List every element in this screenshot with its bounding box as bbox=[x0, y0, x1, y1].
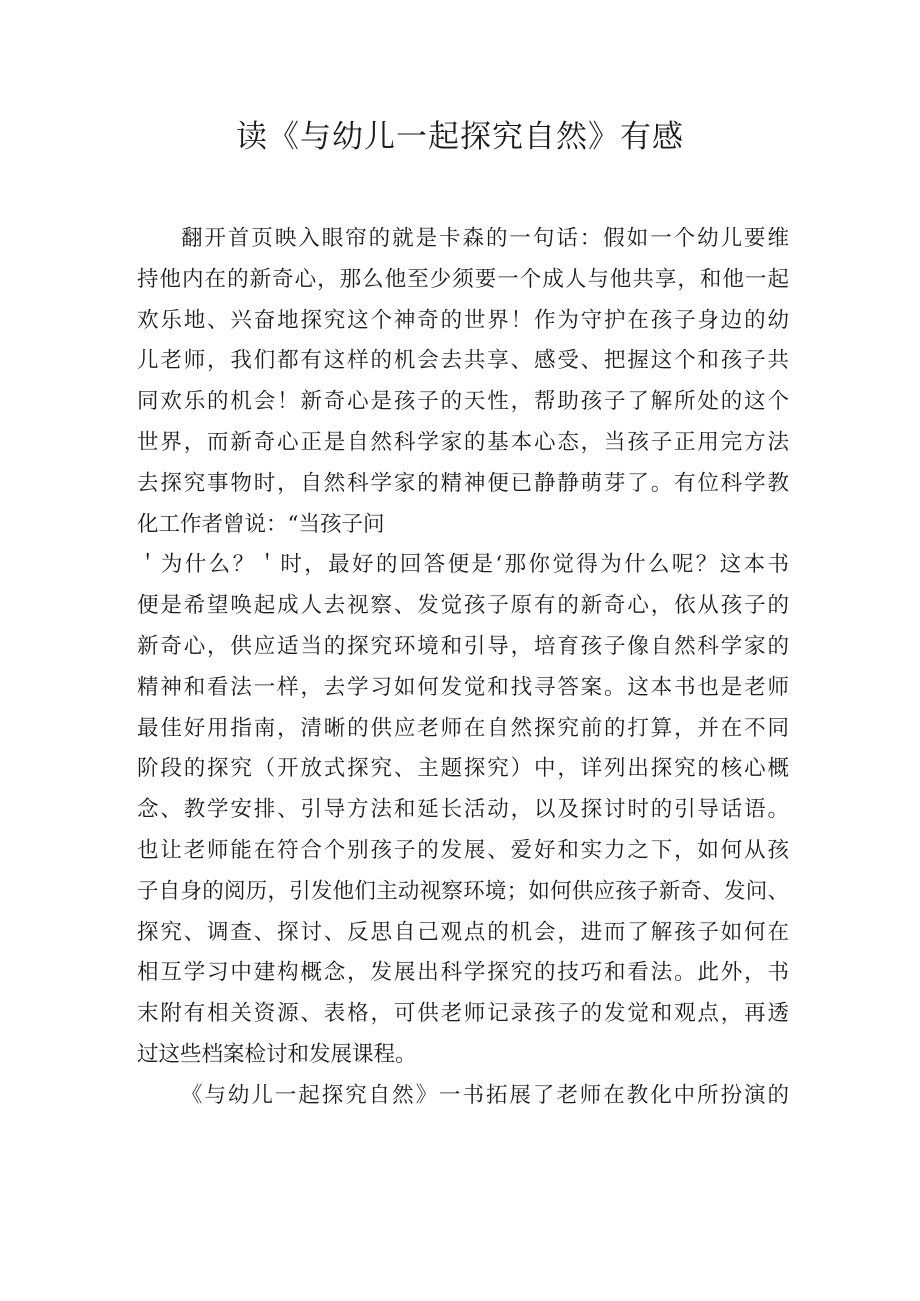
document-body bbox=[137, 219, 789, 1117]
paragraph-line: 阶段的探究（开放式探究、主题探究）中，详列出探究的核心概 bbox=[137, 756, 789, 782]
paragraph-line: 末附有相关资源、表格，可供老师记录孩子的发觉和观点，再透 bbox=[137, 1001, 789, 1027]
paragraph-line: 儿老师，我们都有这样的机会去共享、感受、把握这个和孩子共 bbox=[137, 348, 789, 374]
paragraph-line: 相互学习中建构概念，发展出科学探究的技巧和看法。此外，书 bbox=[137, 960, 789, 986]
document-title: 读《与幼儿一起探究自然》有感 bbox=[236, 119, 684, 155]
paragraph-line: ＇为什么？＇时，最好的回答便是‘那你觉得为什么呢？这本书 bbox=[137, 552, 789, 578]
paragraph-line: 去探究事物时，自然科学家的精神便已静静萌芽了。有位科学教 bbox=[137, 470, 789, 496]
paragraph-line: 世界，而新奇心正是自然科学家的基本心态，当孩子正用完方法 bbox=[137, 429, 789, 455]
paragraph-line: 精神和看法一样，去学习如何发觉和找寻答案。这本书也是老师 bbox=[137, 674, 789, 700]
paragraph-line: 念、教学安排、引导方法和延长活动，以及探讨时的引导话语。 bbox=[137, 797, 789, 823]
paragraph-line: 欢乐地、兴奋地探究这个神奇的世界！作为守护在孩子身边的幼 bbox=[137, 307, 789, 333]
paragraph-line: 过这些档案检讨和发展课程。 bbox=[137, 1041, 417, 1067]
paragraph-line: 持他内在的新奇心，那么他至少须要一个成人与他共享，和他一起 bbox=[137, 266, 789, 292]
paragraph-line: 同欢乐的机会！新奇心是孩子的天性，帮助孩子了解所处的这个 bbox=[137, 389, 789, 415]
paragraph-line: 便是希望唤起成人去视察、发觉孩子原有的新奇心，依从孩子的 bbox=[137, 593, 789, 619]
paragraph-line: 最佳好用指南，清晰的供应老师在自然探究前的打算，并在不同 bbox=[137, 715, 789, 741]
paragraph-line: 新奇心，供应适当的探究环境和引导，培育孩子像自然科学家的 bbox=[137, 633, 789, 659]
paragraph-line: 子自身的阅历，引发他们主动视察环境；如何供应孩子新奇、发问、 bbox=[137, 878, 789, 904]
paragraph-line: 翻开首页映入眼帘的就是卡森的一句话：假如一个幼儿要维 bbox=[181, 226, 789, 251]
paragraph-line: 《与幼儿一起探究自然》一书拓展了老师在教化中所扮演的 bbox=[181, 1082, 789, 1108]
paragraph-line: 也让老师能在符合个别孩子的发展、爱好和实力之下，如何从孩 bbox=[137, 837, 789, 863]
paragraph-line: 化工作者曾说：“当孩子问 bbox=[137, 511, 385, 537]
paragraph-line: 探究、调查、探讨、反思自己观点的机会，进而了解孩子如何在 bbox=[137, 919, 789, 945]
